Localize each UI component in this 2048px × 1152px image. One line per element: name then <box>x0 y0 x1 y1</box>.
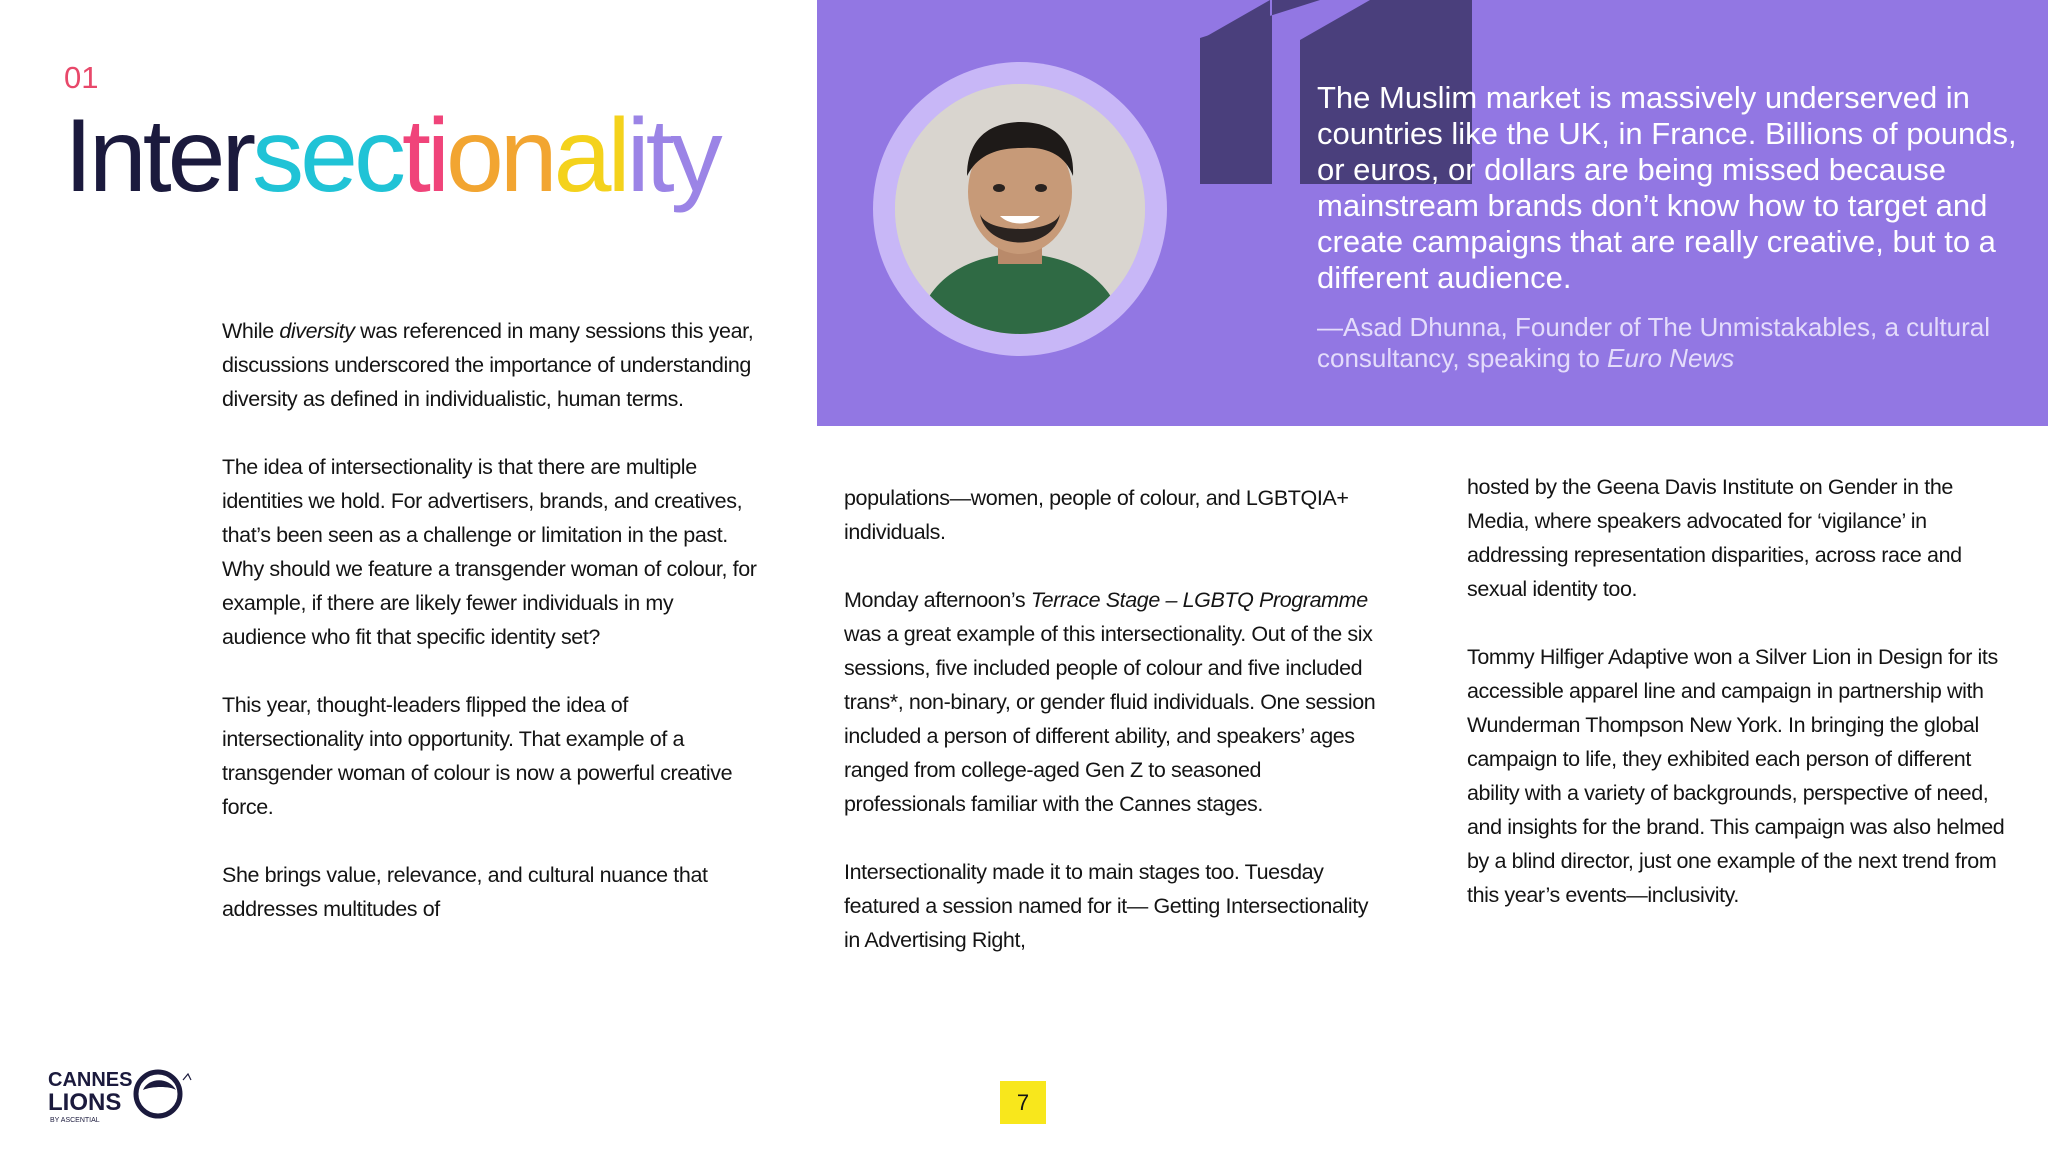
title-part: ity <box>626 98 719 214</box>
quote-attribution <box>1317 312 2017 374</box>
logo-line-2: LIONS <box>48 1089 122 1116</box>
paragraph: Tommy Hilfiger Adaptive won a Silver Lion in Design for its accessible apparel line and campaign in partnership with Wunderman Thompson New York. In bringing the global campaign to life, they exhibited each person of different ability with a variety of backgrounds, perspective of need, and insights for the brand. This campaign was also helmed by a blind director, just one example of the next trend from this year’s events—inclusivity. <box>1467 645 2005 907</box>
section-number: 01 <box>64 60 99 95</box>
body-column-1 <box>222 314 762 926</box>
text-run: was referenced in many sessions this year, discussions underscored the importance of understanding diversity as defined in individualistic, human terms. <box>222 319 754 411</box>
paragraph: populations—women, people of colour, and LGBTQIA+ individuals. <box>844 486 1349 544</box>
page-title <box>64 98 719 214</box>
paragraph: This year, thought-leaders flipped the idea of intersectionality into opportunity. That example of a transgender woman of colour is now a powerful creative force. <box>222 693 733 819</box>
title-part: al <box>553 98 627 214</box>
paragraph: hosted by the Geena Davis Institute on Gender in the Media, where speakers advocated for ‘vigilance’ in addressing representation disparities, across race and sexual identity too. <box>1467 475 1962 601</box>
paragraph: Intersectionality made it to main stages too. Tuesday featured a session named for it— Getting Intersectionality in Advertising Right, <box>844 860 1369 952</box>
text-run: was a great example of this intersectionality. Out of the six sessions, five included people of colour and five included trans*, non-binary, or gender fluid individuals. One session included a person of different ability, and speakers’ ages ranged from college-aged Gen Z to seasoned professionals familiar with the Cannes stages. <box>844 622 1376 816</box>
attribution-text: —Asad Dhunna, Founder of The Unmistakables, a cultural consultancy, speaking to <box>1317 312 1990 373</box>
body-column-3 <box>1467 470 2007 912</box>
emphasis: Terrace Stage – LGBTQ Programme <box>1030 588 1368 612</box>
paragraph: She brings value, relevance, and cultural nuance that addresses multitudes of <box>222 863 708 921</box>
text-run: While <box>222 319 280 343</box>
text-run: Monday afternoon’s <box>844 588 1031 612</box>
logo-line-1: CANNES <box>48 1069 133 1091</box>
page-number-badge: 7 <box>1000 1081 1046 1124</box>
paragraph: The idea of intersectionality is that there are multiple identities we hold. For advertisers, brands, and creatives, that’s been seen as a challenge or limitation in the past. Why should we feature a transgender woman of colour, for example, if there are likely fewer individuals in my audience who fit that specific identity set? <box>222 455 757 649</box>
title-part: ti <box>401 98 446 214</box>
attribution-source: Euro News <box>1607 343 1735 373</box>
emphasis: diversity <box>279 319 355 343</box>
paragraph <box>844 583 1384 821</box>
cannes-lions-logo <box>48 1060 198 1130</box>
logo-sub: BY ASCENTIAL <box>50 1117 100 1124</box>
pull-quote: The Muslim market is massively underserved in countries like the UK, in France. Billions of pounds, or euros, or dollars are being missed because mainstream brands don’t know how to target and create campaigns that are really creative, but to a different audience. <box>1317 80 2017 295</box>
body-column-2 <box>844 481 1384 957</box>
paragraph <box>222 314 762 416</box>
title-part: Inter <box>64 98 253 214</box>
speaker-photo <box>895 84 1145 334</box>
title-part: sec <box>252 98 402 214</box>
title-part: on <box>445 98 554 214</box>
